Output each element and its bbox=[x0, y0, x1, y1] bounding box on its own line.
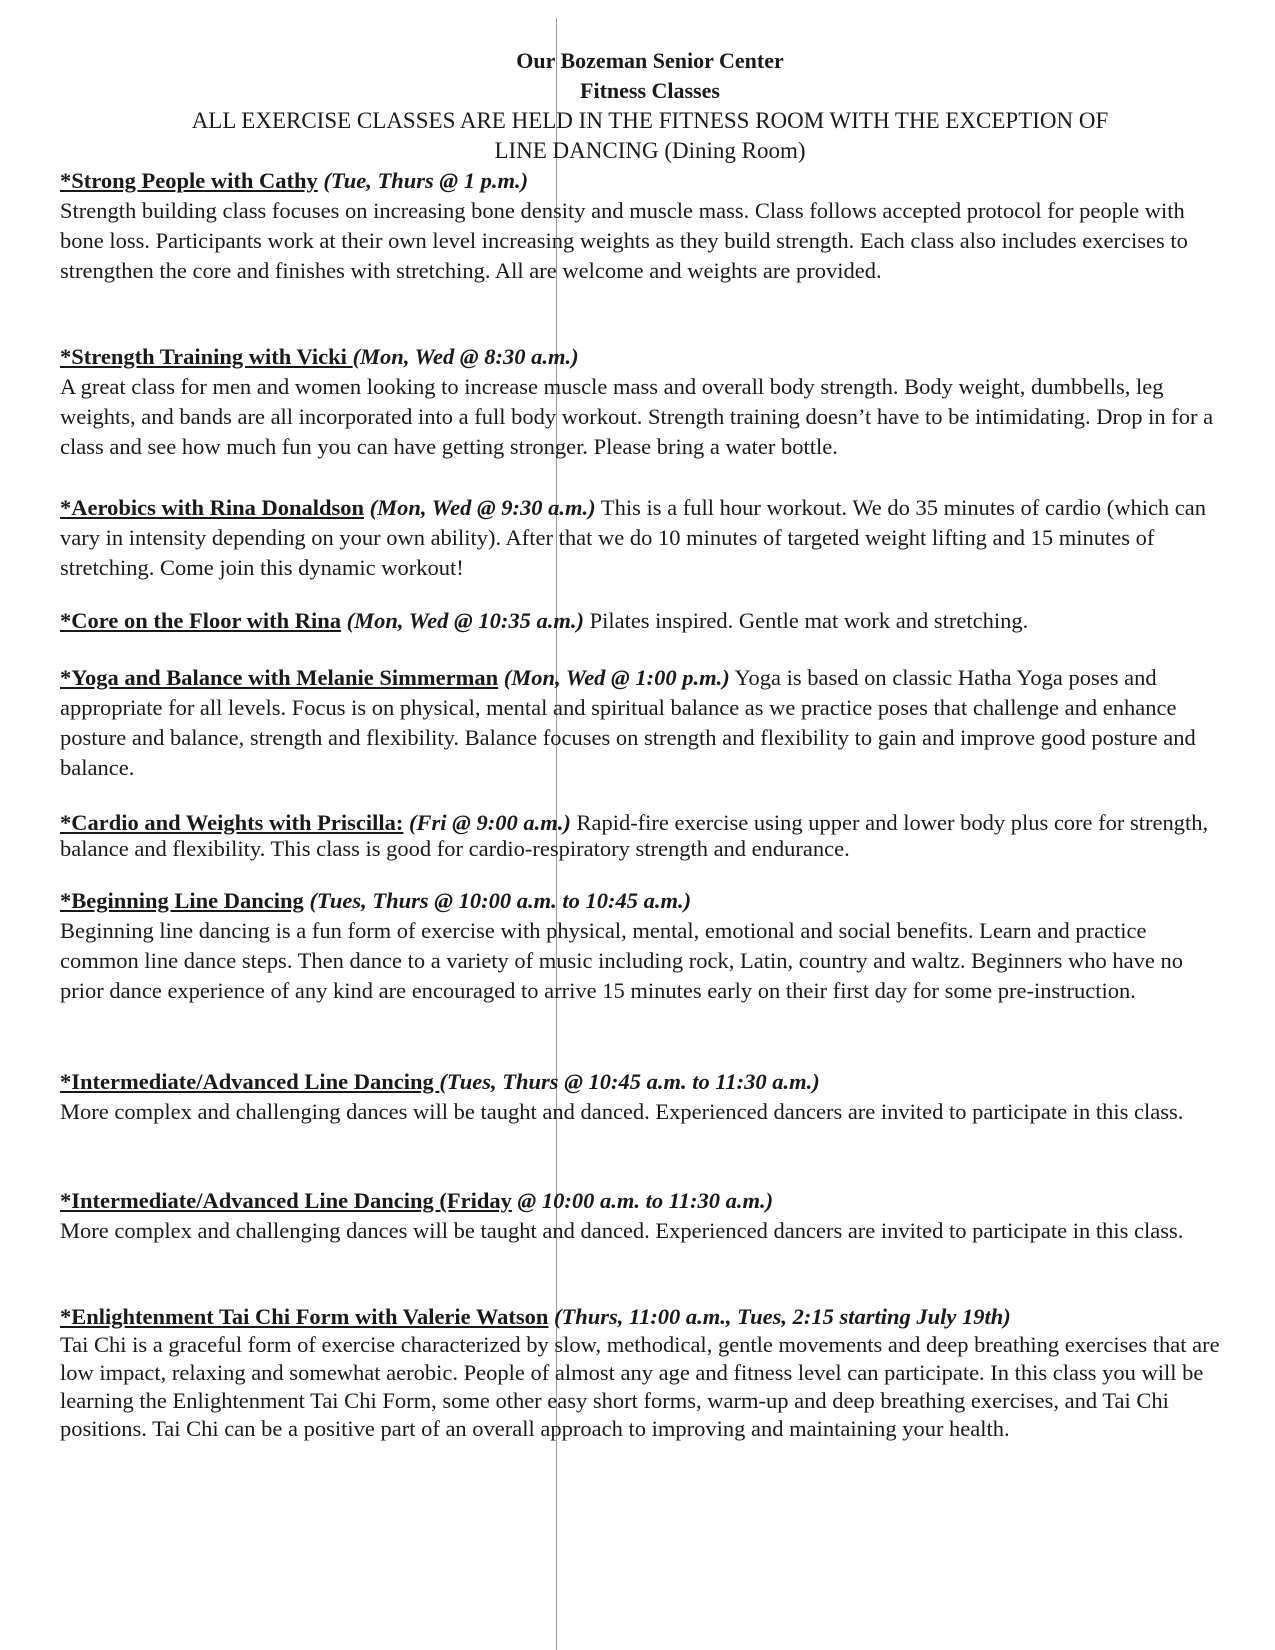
class-title: *Beginning Line Dancing bbox=[60, 888, 304, 913]
class-description: Beginning line dancing is a fun form of exercise with physical, mental, emotional and social benefits. Learn and practice common line dance steps. Then dance to a variety of music including rock, Latin, country and waltz. Beginners who have no prior dance experience of any kind are encouraged to arrive 15 minutes early on their first day for some pre-instruction. bbox=[60, 918, 1184, 1003]
class-title: *Aerobics with Rina Donaldson bbox=[60, 495, 365, 520]
class-schedule: (Mon, Wed @ 8:30 a.m.) bbox=[352, 344, 579, 369]
class-schedule: (Tues, Thurs @ 10:45 a.m. to 11:30 a.m.) bbox=[439, 1069, 820, 1094]
class-description: A great class for men and women looking to increase muscle mass and overall body strength. Body weight, dumbbells, leg weights, and bands are all incorporated into a full body workout. Strength training doesn’t have to be intimidating. Drop in for a class and see how much fun you can have getting stronger. Please bring a water bottle. bbox=[60, 374, 1214, 459]
class-description: This is a full hour workout. We do 35 minutes of cardio (which can vary in intensity depending on your own ability). After that we do 10 minutes of targeted weight lifting and 15 minutes of stretching. Come join this dynamic workout! bbox=[60, 495, 1207, 580]
class-heading bbox=[60, 342, 1220, 372]
class-title: *Intermediate/Advanced Line Dancing (Friday bbox=[60, 1188, 512, 1213]
class-title: *Yoga and Balance with Melanie Simmerman bbox=[60, 665, 499, 690]
class-cardio-weights bbox=[60, 810, 1220, 862]
class-heading bbox=[60, 166, 1220, 196]
class-schedule: (Mon, Wed @ 1:00 p.m.) bbox=[498, 665, 730, 690]
class-beginning-line-dancing bbox=[60, 886, 1220, 1006]
class-heading bbox=[60, 886, 1220, 916]
class-heading bbox=[60, 1186, 1220, 1216]
class-schedule: (Tues, Thurs @ 10:00 a.m. to 10:45 a.m.) bbox=[303, 888, 692, 913]
class-heading bbox=[60, 1303, 1220, 1331]
flyer-header bbox=[100, 46, 1200, 166]
class-description: Yoga is based on classic Hatha Yoga poses and appropriate for all levels. Focus is on physical, mental and spiritual balance as we practice poses that challenge and enhance posture and balance, strength and flexibility. Balance focuses on strength and flexibility to gain and improve good posture and balance. bbox=[60, 665, 1196, 780]
class-heading bbox=[60, 1067, 1220, 1097]
class-title: *Cardio and Weights with Priscilla: bbox=[60, 810, 404, 835]
class-yoga-balance bbox=[60, 663, 1220, 783]
class-strong-people bbox=[60, 166, 1220, 286]
flyer-title: Fitness Classes bbox=[580, 78, 720, 103]
center-name: Our Bozeman Senior Center bbox=[516, 48, 784, 73]
class-description: Pilates inspired. Gentle mat work and stretching. bbox=[583, 608, 1029, 633]
class-tai-chi bbox=[60, 1303, 1220, 1443]
class-aerobics bbox=[60, 493, 1220, 583]
location-notice-line1: ALL EXERCISE CLASSES ARE HELD IN THE FITNESS ROOM WITH THE EXCEPTION OF bbox=[191, 108, 1109, 133]
class-core-floor bbox=[60, 606, 1220, 636]
class-title: *Strong People with Cathy bbox=[60, 168, 318, 193]
class-schedule: (Fri @ 9:00 a.m.) bbox=[403, 810, 571, 835]
class-schedule: (Mon, Wed @ 10:35 a.m.) bbox=[341, 608, 584, 633]
class-schedule: (Thurs, 11:00 a.m., Tues, 2:15 starting July 19th) bbox=[548, 1304, 1011, 1329]
class-intermediate-line-dancing-tue-thu bbox=[60, 1067, 1220, 1127]
class-title: *Core on the Floor with Rina bbox=[60, 608, 342, 633]
class-description: Strength building class focuses on increasing bone density and muscle mass. Class follows accepted protocol for people with bone loss. Participants work at their own level increasing weights as they build strength. Each class also includes exercises to strengthen the core and finishes with stretching. All are welcome and weights are provided. bbox=[60, 198, 1188, 283]
class-description: More complex and challenging dances will be taught and danced. Experienced dancers are invited to participate in this class. bbox=[60, 1099, 1184, 1124]
class-title: *Intermediate/Advanced Line Dancing bbox=[60, 1069, 440, 1094]
location-notice-line2: LINE DANCING (Dining Room) bbox=[494, 138, 806, 163]
class-strength-training bbox=[60, 342, 1220, 462]
class-schedule: @ 10:00 a.m. to 11:30 a.m.) bbox=[511, 1188, 774, 1213]
class-description: More complex and challenging dances will be taught and danced. Experienced dancers are invited to participate in this class. bbox=[60, 1218, 1184, 1243]
class-title: *Strength Training with Vicki bbox=[60, 344, 353, 369]
class-schedule: (Mon, Wed @ 9:30 a.m.) bbox=[364, 495, 596, 520]
class-schedule: (Tue, Thurs @ 1 p.m.) bbox=[317, 168, 529, 193]
class-intermediate-line-dancing-fri bbox=[60, 1186, 1220, 1246]
class-description: Rapid-fire exercise using upper and lower body plus core for strength, balance and flexibility. This class is good for cardio-respiratory strength and endurance. bbox=[60, 810, 1209, 861]
class-title: *Enlightenment Tai Chi Form with Valerie Watson bbox=[60, 1304, 549, 1329]
class-description: Tai Chi is a graceful form of exercise characterized by slow, methodical, gentle movements and deep breathing exercises that are low impact, relaxing and somewhat aerobic. People of almost any age and fitness level can participate. In this class you will be learning the Enlightenment Tai Chi Form, some other easy short forms, warm-up and deep breathing exercises, and Tai Chi positions. Tai Chi can be a positive part of an overall approach to improving and maintaining your health. bbox=[60, 1332, 1220, 1441]
